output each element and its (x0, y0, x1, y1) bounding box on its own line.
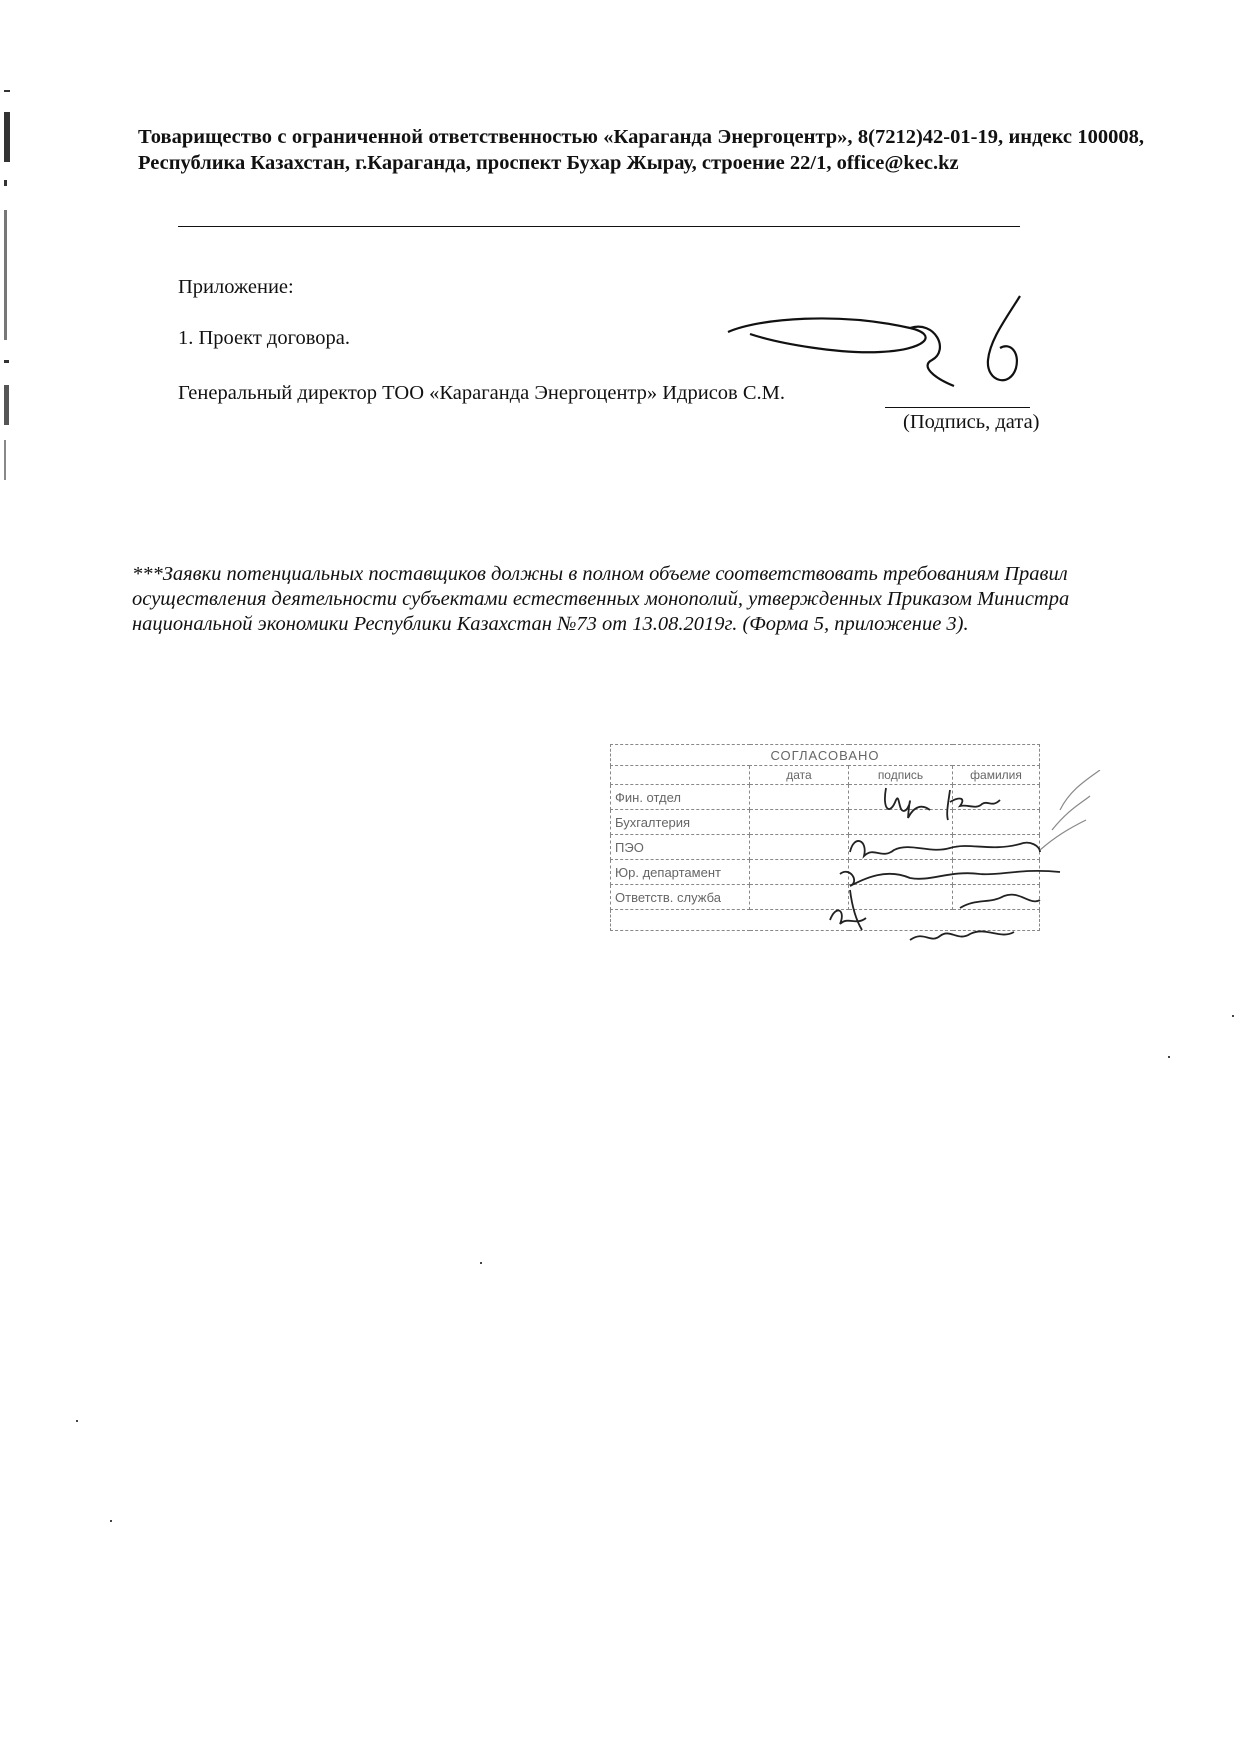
attachment-title: Приложение: (178, 276, 294, 298)
surname-cell (953, 835, 1040, 860)
column-header-date: дата (750, 766, 849, 785)
date-cell (750, 835, 849, 860)
header-divider (178, 226, 1020, 227)
scan-speck (1168, 1056, 1170, 1058)
stamp-footer-row (611, 910, 1040, 931)
director-line: Генеральный директор ТОО «Караганда Энергоцентр» Идрисов С.М. (178, 382, 786, 404)
signature-cell (849, 885, 953, 910)
date-cell (750, 885, 849, 910)
surname-cell (953, 885, 1040, 910)
company-header: Товарищество с ограниченной ответственностью «Караганда Энергоцентр», 8(7212)42-01-19, индекс 100008, Республика Казахстан, г.Караганда, проспект Бухар Жырау, строение 22/1, office@kec.kz (138, 126, 1144, 174)
attachment-item: 1. Проект договора. (178, 327, 351, 349)
scan-speck (480, 1262, 482, 1264)
column-header-surname: фамилия (953, 766, 1040, 785)
signature-caption: (Подпись, дата) (903, 411, 1040, 433)
requirements-note: ***Заявки потенциальных поставщиков должны в полном объеме соответствовать требованиям Правил осуществления деятельности субъектами естественных монополий, утвержденных Приказом Министра национальной экономики Республики Казахстан №73 от 13.08.2019г. (Форма 5, приложение 3). (132, 563, 1070, 635)
department-cell: ПЭО (611, 835, 750, 860)
table-row (611, 860, 1040, 885)
table-row (611, 885, 1040, 910)
surname-cell (953, 810, 1040, 835)
date-cell (750, 860, 849, 885)
department-cell: Бухгалтерия (611, 810, 750, 835)
column-header-signature: подпись (849, 766, 953, 785)
director-signature (720, 290, 1040, 410)
scan-edge-marks (4, 60, 12, 480)
table-row (611, 835, 1040, 860)
signature-cell (849, 785, 953, 810)
stamp-title: СОГЛАСОВАНО (611, 745, 1040, 766)
department-cell: Ответств. служба (611, 885, 750, 910)
signature-cell (849, 810, 953, 835)
signature-cell (849, 835, 953, 860)
table-row (611, 810, 1040, 835)
table-row (611, 785, 1040, 810)
scan-speck (110, 1520, 112, 1522)
surname-cell (953, 860, 1040, 885)
date-cell (750, 810, 849, 835)
approval-table (610, 744, 1040, 931)
scan-speck (1232, 1015, 1234, 1017)
column-header-department (611, 766, 750, 785)
approval-stamp (610, 744, 1040, 954)
date-cell (750, 785, 849, 810)
surname-cell (953, 785, 1040, 810)
signature-cell (849, 860, 953, 885)
scan-speck (76, 1420, 78, 1422)
department-cell: Фин. отдел (611, 785, 750, 810)
department-cell: Юр. департамент (611, 860, 750, 885)
